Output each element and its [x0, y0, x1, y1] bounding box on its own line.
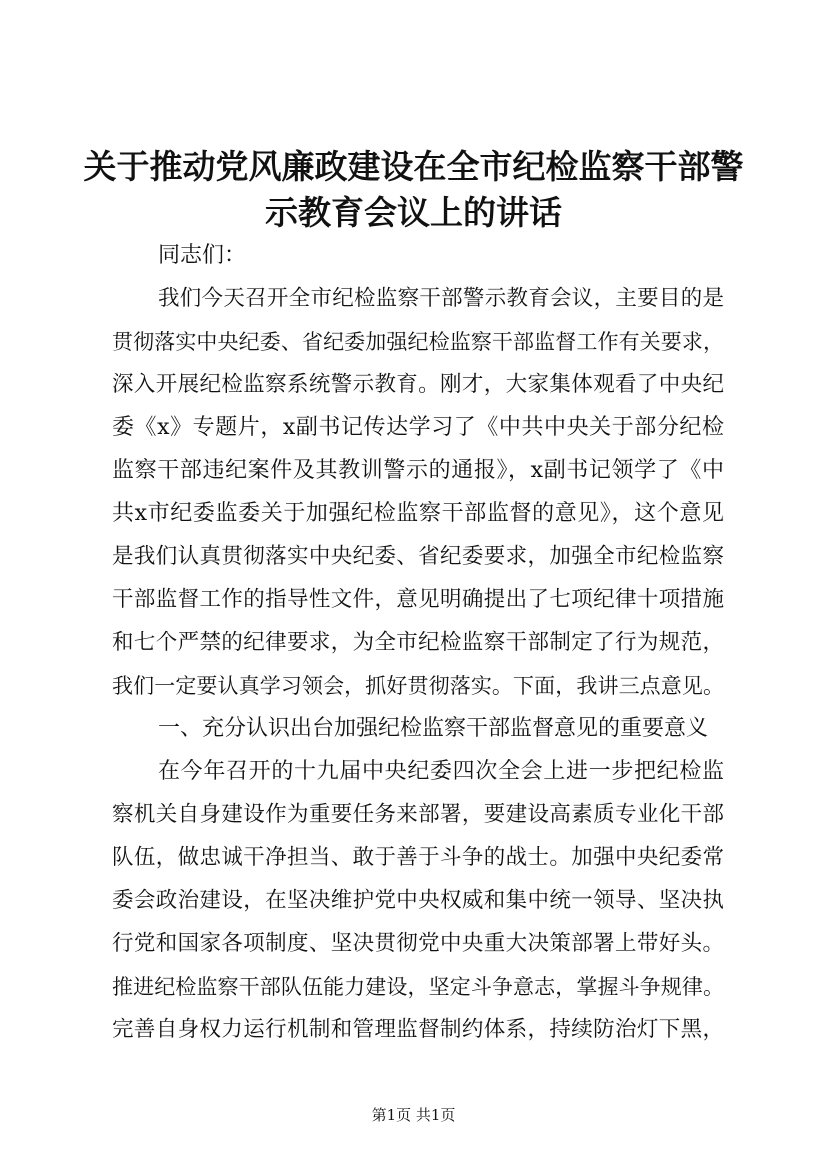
document-title-line-2: 示教育会议上的讲话	[265, 193, 562, 232]
page-footer: 第1页 共1页	[371, 1106, 456, 1124]
body-line: 委《x》专题片，x副书记传达学习了《中共中央关于部分纪检	[112, 415, 724, 440]
body-line: 行党和国家各项制度、坚决贯彻党中央重大决策部署上带好头。	[112, 931, 724, 956]
body-line: 贯彻落实中央纪委、省纪委加强纪检监察干部监督工作有关要求，	[112, 330, 724, 354]
body-line: 干部监督工作的指导性文件，意见明确提出了七项纪律十项措施	[112, 587, 724, 612]
body-line: 队伍，做忠诚干净担当、敢于善于斗争的战士。加强中央纪委常	[112, 845, 724, 870]
body-line: 监察干部违纪案件及其教训警示的通报》，x副书记领学了《中	[112, 458, 724, 483]
body-line: 在今年召开的十九届中央纪委四次全会上进一步把纪检监	[158, 759, 724, 784]
body-line: 完善自身权力运行机制和管理监督制约体系，持续防治灯下黑，	[112, 1017, 724, 1042]
salutation: 同志们：	[158, 243, 247, 268]
body-line: 推进纪检监察干部队伍能力建设，坚定斗争意志，掌握斗争规律。	[112, 975, 724, 999]
document-title-line-1: 关于推动党风廉政建设在全市纪检监察干部警	[83, 147, 744, 186]
body-line: 共x市纪委监委关于加强纪检监察干部监督的意见》，这个意见	[112, 501, 724, 526]
body-line: 深入开展纪检监察系统警示教育。刚才，大家集体观看了中央纪	[112, 372, 724, 397]
body-line: 察机关自身建设作为重要任务来部署，要建设高素质专业化干部	[112, 802, 724, 827]
body-line: 和七个严禁的纪律要求，为全市纪检监察干部制定了行为规范，	[112, 630, 724, 655]
body-line: 是我们认真贯彻落实中央纪委、省纪委要求，加强全市纪检监察	[112, 544, 724, 569]
body-line: 我们一定要认真学习领会，抓好贯彻落实。下面，我讲三点意见。	[112, 674, 724, 698]
body-line: 委会政治建设，在坚决维护党中央权威和集中统一领导、坚决执	[112, 888, 724, 913]
section-heading: 一、充分认识出台加强纪检监察干部监督意见的重要意义	[158, 716, 709, 741]
body-line: 我们今天召开全市纪检监察干部警示教育会议，主要目的是	[158, 286, 724, 311]
